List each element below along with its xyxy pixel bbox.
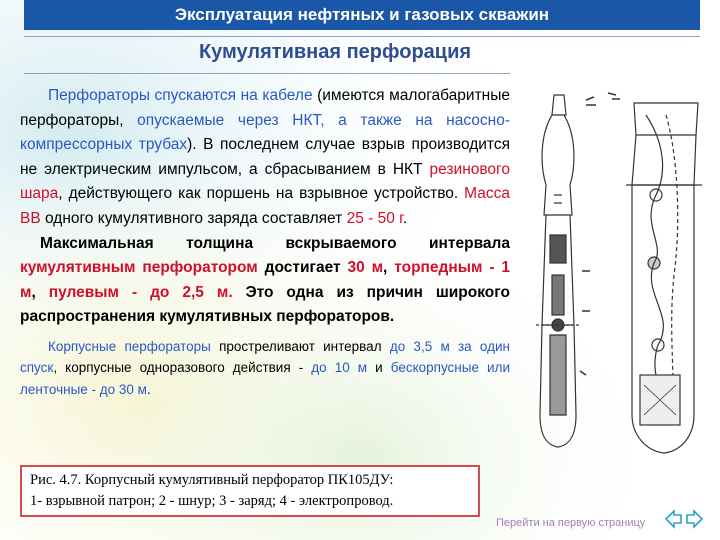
figure-caption	[20, 465, 480, 517]
header-title: Эксплуатация нефтяных и газовых скважин	[174, 5, 550, 24]
header-bar	[24, 0, 700, 30]
prev-next-arrows-icon[interactable]	[664, 508, 704, 530]
paragraph-3: Корпусные перфораторы простреливают интервал до 3,5 м за один спуск, корпусные одноразового действия - до 10 м и бескорпусные или ленточные - до 30 м.	[20, 338, 510, 397]
next-arrow-icon	[687, 511, 702, 527]
first-page-link[interactable]: Перейти на первую страницу	[496, 517, 646, 529]
paragraph-1: Перфораторы спускаются на кабеле (имеются малогабаритные перфораторы, опускаемые через НКТ, а также на насосно-компрессорных трубах). В последнем случае взрыв производится не электрическим импульсом, а сбрасыванием в НКТ резинового шара, действующего как поршень на взрывное устройство. Масса ВВ одного кумулятивного заряда составляет 25 - 50 г.	[20, 87, 510, 227]
caption-line-2: 1- взрывной патрон; 2 - шнур; 3 - заряд; 4 - электропровод.	[30, 493, 394, 509]
paragraph-2: Максимальная толщина вскрываемого интервала кумулятивным перфоратором достигает 30 м, торпедным - 1 м, пулевым - до 2,5 м. Это одна из причин широкого распространения кумулятивных перфораторов.	[20, 234, 510, 326]
right-perforator-figure	[626, 103, 702, 453]
left-perforator-figure	[536, 95, 580, 447]
caption-line-1: Рис. 4.7. Корпусный кумулятивный перфоратор ПК105ДУ:	[30, 472, 394, 488]
prev-arrow-icon	[666, 511, 681, 527]
title-divider	[24, 73, 510, 74]
main-text	[20, 84, 510, 400]
page-title: Кумулятивная перфорация	[198, 41, 472, 63]
top-divider	[24, 36, 700, 37]
perforator-drawing	[516, 75, 716, 460]
